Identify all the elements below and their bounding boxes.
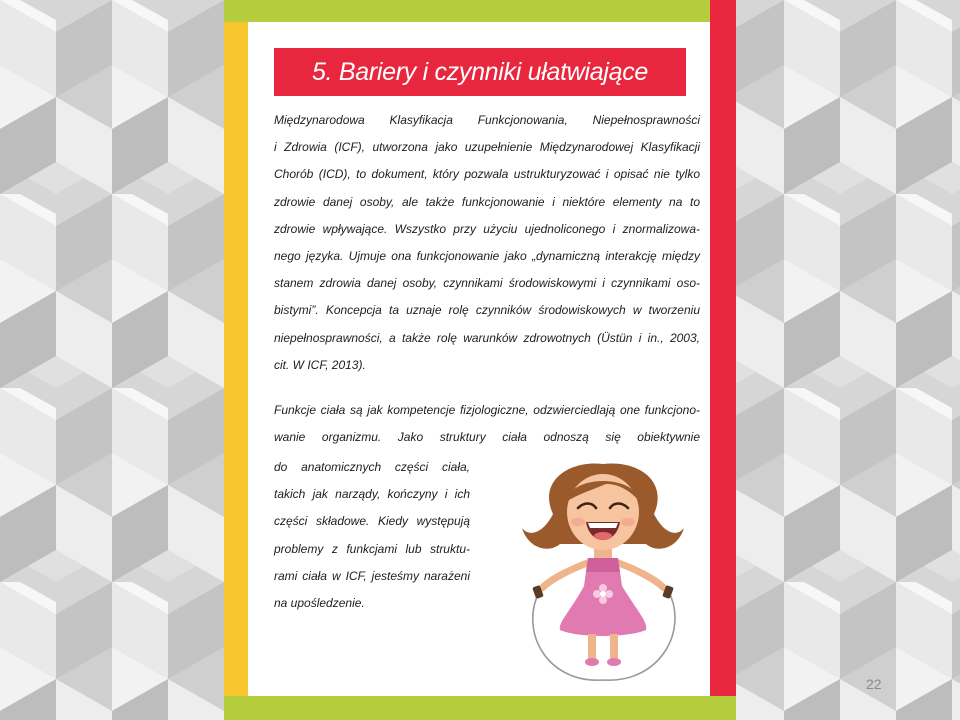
paragraph-body-structures (274, 454, 470, 617)
left-yellow-stripe (224, 22, 248, 696)
text-line: wanie organizmu. Jako struktury ciała odnoszą się obiektywnie (274, 430, 700, 445)
text-line: zdrowie danej osoby, ale także funkcjonowanie i niektóre elementy na to (274, 194, 700, 209)
page-number: 22 (866, 676, 882, 692)
text-line: niepełnosprawności, a także rolę warunków zdrowotnych (Üstün i in., 2003, (274, 330, 700, 345)
text-line: Funkcje ciała są jak kompetencje fizjologiczne, odzwierciedlają one funkcjono- (274, 403, 700, 417)
text-line: problemy z funkcjami lub struktu- (274, 541, 470, 556)
section-title: 5. Bariery i czynniki ułatwiające (274, 48, 686, 96)
bottom-green-stripe (224, 696, 736, 720)
text-line: do anatomicznych części ciała, (274, 460, 470, 474)
text-line: cit. W ICF, 2013). (274, 357, 366, 372)
text-line: Chorób (ICD), to dokument, który pozwala ustrukturyzować i opisać nie tylko (274, 167, 700, 182)
paragraph-body-functions (274, 397, 700, 451)
text-line: rami ciała w ICF, jesteśmy narażeni (274, 568, 470, 583)
right-red-stripe (710, 0, 736, 696)
text-line: zdrowie wpływające. Wszystko przy użyciu ujednoliconego i znormalizowa- (274, 221, 700, 236)
text-line: i Zdrowia (ICF), utworzona jako uzupełnienie Międzynarodowej Klasyfikacji (274, 140, 700, 155)
document-page (224, 0, 736, 720)
text-line: stanem zdrowia danej osoby, czynnikami środowiskowymi i czynnikami oso- (274, 276, 700, 291)
paragraph-icf (274, 107, 700, 379)
text-line: nego języka. Ujmuje ona funkcjonowanie jako „dynamiczną interakcję między (274, 248, 700, 263)
top-green-stripe (224, 0, 736, 22)
text-line: części składowe. Kiedy występują (274, 514, 470, 529)
text-line: takich jak narządy, kończyny i ich (274, 487, 470, 502)
text-line: bistymi”. Koncepcja ta uznaje rolę czynników środowiskowych w tworzeniu (274, 303, 700, 318)
text-line: na upośledzenie. (274, 595, 365, 610)
text-line: Międzynarodowa Klasyfikacja Funkcjonowania, Niepełnosprawności (274, 113, 700, 127)
girl-jumping-rope-illustration (508, 462, 698, 684)
